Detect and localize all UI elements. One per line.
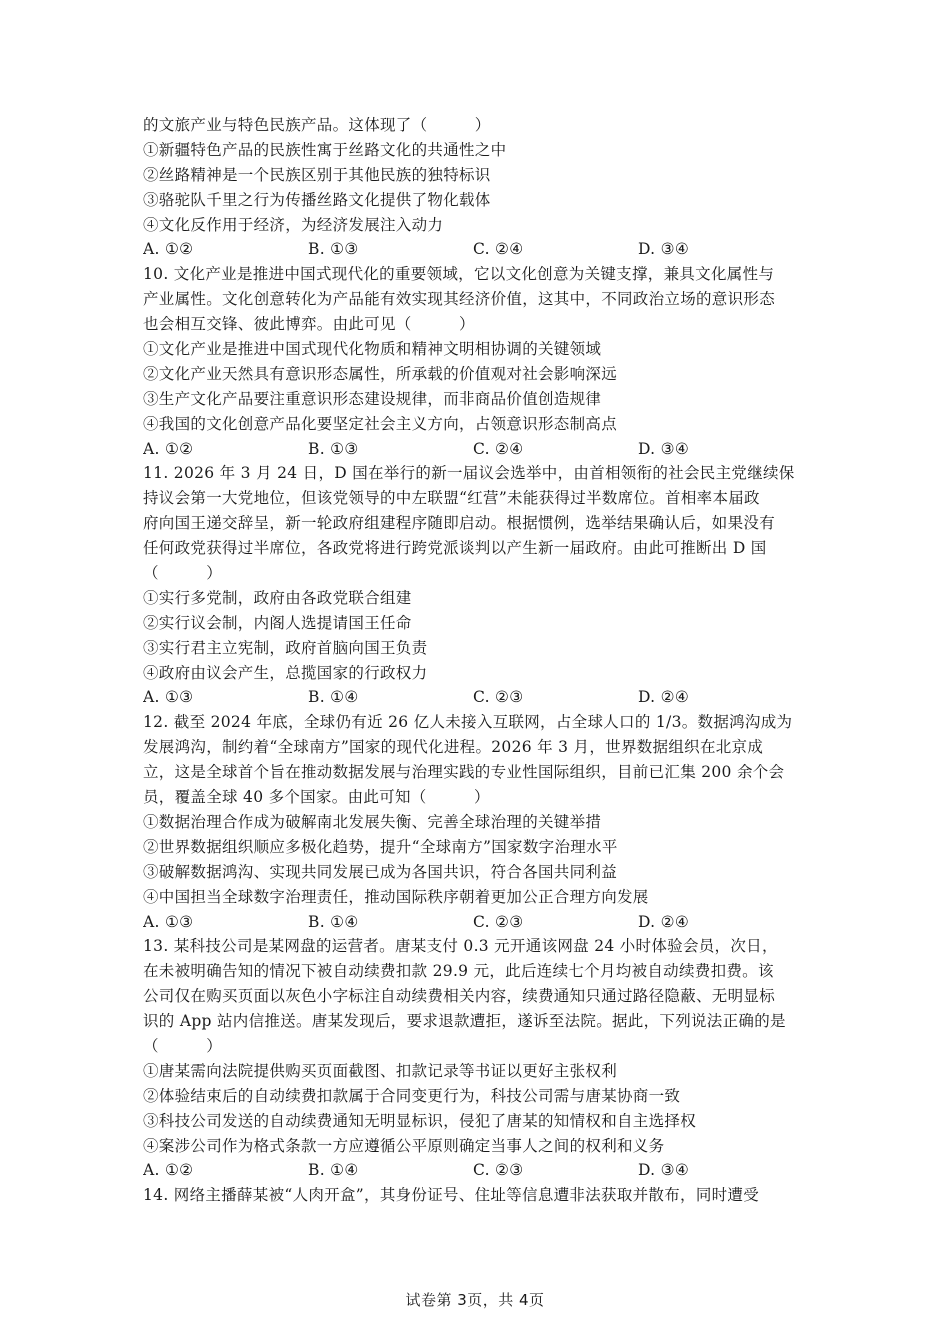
q10-option-d: D. ③④: [638, 439, 690, 458]
q11-option-c: C. ②③: [473, 688, 524, 707]
q10-statement-4: ④我国的文化创意产品化要坚定社会主义方向，占领意识形态制高点: [143, 414, 618, 433]
q11-options: [143, 685, 813, 710]
q9-options: [143, 237, 813, 262]
q9-statement-4: ④文化反作用于经济，为经济发展注入动力: [143, 215, 444, 234]
q13-stem-line-5: （ ）: [143, 1036, 223, 1055]
q13-statement-2: ②体验结束后的自动续费扣款属于合同变更行为，科技公司需与唐某协商一致: [143, 1086, 681, 1105]
q10-option-c: C. ②④: [473, 439, 524, 458]
q12-statement-1: ①数据治理合作成为破解南北发展失衡、完善全球治理的关键举措: [143, 812, 602, 831]
q9-option-c: C. ②④: [473, 240, 524, 259]
q13-stem-line-3: 公司仅在购买页面以灰色小字标注自动续费相关内容，续费通知只通过路径隐蔽、无明显标: [143, 987, 776, 1006]
q13-statement-3: ③科技公司发送的自动续费通知无明显标识，侵犯了唐某的知情权和自主选择权: [143, 1111, 697, 1130]
q9-statement-3: ③骆驼队千里之行为传播丝路文化提供了物化载体: [143, 190, 491, 209]
q10-stem-line-2: 产业属性。文化创意转化为产品能有效实现其经济价值，这其中，不同政治立场的意识形态: [143, 290, 776, 309]
q13-stem-line-1: 13. 某科技公司是某网盘的运营者。唐某支付 0.3 元开通该网盘 24 小时体验会员，次日，: [143, 937, 778, 956]
q13-option-a: A. ①②: [143, 1161, 194, 1180]
q9-option-d: D. ③④: [638, 240, 690, 259]
q11-option-a: A. ①③: [143, 688, 194, 707]
q11-stem-line-5: （ ）: [143, 564, 223, 583]
page-number-footer: 试卷第 3页，共 4页: [405, 1291, 545, 1309]
q10-option-a: A. ①②: [143, 439, 194, 458]
q10-stem-line-3: 也会相互交锋、彼此博弈。由此可见（ ）: [143, 315, 475, 334]
q12-option-d: D. ②④: [638, 912, 690, 931]
q12-option-b: B. ①④: [308, 912, 359, 931]
q13-statement-4: ④案涉公司作为格式条款一方应遵循公平原则确定当事人之间的权利和义务: [143, 1136, 665, 1155]
q9-stem-tail: 的文旅产业与特色民族产品。这体现了（ ）: [143, 116, 491, 134]
q10-statement-3: ③生产文化产品要注重意识形态建设规律，而非商品价值创造规律: [143, 389, 602, 408]
q11-stem-line-4: 任何政党获得过半席位，各政党将进行跨党派谈判以产生新一届政府。由此可推断出 D 国: [143, 539, 767, 558]
q13-options: [143, 1158, 813, 1183]
q10-statement-1: ①文化产业是推进中国式现代化物质和精神文明相协调的关键领域: [143, 340, 602, 359]
q11-option-d: D. ②④: [638, 688, 690, 707]
q14-stem-line-1: 14. 网络主播薛某被“人肉开盒”，其身份证号、住址等信息遭非法获取并散布，同时遭受: [143, 1186, 760, 1205]
q11-statement-4: ④政府由议会产生，总揽国家的行政权力: [143, 663, 428, 682]
q9-statement-1: ①新疆特色产品的民族性寓于丝路文化的共通性之中: [143, 140, 507, 159]
q11-stem-line-2: 持议会第一大党地位，但该党领导的中左联盟“红营”未能获得过半数席位。首相率本届政: [143, 489, 760, 508]
q12-stem-line-3: 立，这是全球首个旨在推动数据发展与治理实践的专业性国际组织，目前已汇集 200 余个会: [143, 763, 785, 782]
q13-stem-line-4: 识的 App 站内信推送。唐某发现后，要求退款遭拒，遂诉至法院。据此，下列说法正确的是: [143, 1012, 786, 1031]
q10-stem-line-1: 10. 文化产业是推进中国式现代化的重要领域，它以文化创意为关键支撑，兼具文化属性与: [143, 265, 775, 284]
q10-options: [143, 437, 813, 462]
q12-stem-line-2: 发展鸿沟，制约着“全球南方”国家的现代化进程。2026 年 3 月，世界数据组织在北京成: [143, 738, 764, 757]
q11-statement-1: ①实行多党制，政府由各政党联合组建: [143, 588, 412, 607]
q12-stem-line-1: 12. 截至 2024 年底，全球仍有近 26 亿人未接入互联网，占全球人口的 1/3。数据鸿沟成为: [143, 713, 793, 732]
q12-options: [143, 910, 813, 935]
q12-statement-2: ②世界数据组织顺应多极化趋势，提升“全球南方”国家数字治理水平: [143, 837, 618, 856]
q12-option-a: A. ①③: [143, 912, 194, 931]
q11-option-b: B. ①④: [308, 688, 359, 707]
q12-option-c: C. ②③: [473, 912, 524, 931]
q12-statement-3: ③破解数据鸿沟、实现共同发展已成为各国共识，符合各国共同利益: [143, 862, 618, 881]
q13-statement-1: ①唐某需向法院提供购买页面截图、扣款记录等书证以更好主张权利: [143, 1061, 618, 1080]
q10-option-b: B. ①③: [308, 439, 359, 458]
q9-statement-2: ②丝路精神是一个民族区别于其他民族的独特标识: [143, 165, 491, 184]
q11-statement-2: ②实行议会制，内阁人选提请国王任命: [143, 613, 412, 632]
q11-stem-line-1: 11. 2026 年 3 月 24 日，D 国在举行的新一届议会选举中，由首相领衔的社会民主党继续保: [143, 464, 795, 483]
q12-stem-line-4: 员，覆盖全球 40 多个国家。由此可知（ ）: [143, 788, 490, 807]
q13-stem-line-2: 在未被明确告知的情况下被自动续费扣款 29.9 元，此后连续七个月均被自动续费扣费。该: [143, 962, 774, 981]
q13-option-b: B. ①④: [308, 1161, 359, 1180]
q9-option-a: A. ①②: [143, 240, 194, 259]
page-content: [143, 113, 813, 1208]
q12-statement-4: ④中国担当全球数字治理责任，推动国际秩序朝着更加公正合理方向发展: [143, 887, 649, 906]
q9-option-b: B. ①③: [308, 240, 359, 259]
q11-stem-line-3: 府向国王递交辞呈，新一轮政府组建程序随即启动。根据惯例，选举结果确认后，如果没有: [143, 514, 776, 533]
q10-statement-2: ②文化产业天然具有意识形态属性，所承载的价值观对社会影响深远: [143, 364, 618, 383]
q13-option-c: C. ②③: [473, 1161, 524, 1180]
q11-statement-3: ③实行君主立宪制，政府首脑向国王负责: [143, 638, 428, 657]
q13-option-d: D. ③④: [638, 1161, 690, 1180]
